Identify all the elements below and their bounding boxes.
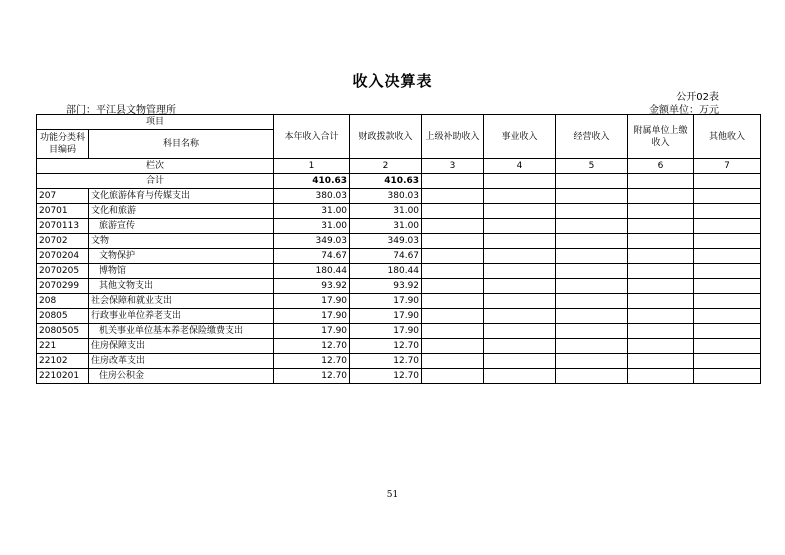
empty-cell [556,324,628,339]
row-fiscal: 31.00 [350,219,422,234]
empty-cell [422,339,484,354]
empty-cell [694,294,761,309]
empty-cell [484,339,556,354]
empty-cell [628,264,694,279]
empty-cell [422,264,484,279]
empty-cell [694,249,761,264]
table-row [37,294,761,309]
col-superior-header: 上级补助收入 [422,115,484,159]
empty-cell [484,324,556,339]
index-num: 4 [484,159,556,174]
total-row [37,174,761,189]
col-business-header: 事业收入 [484,115,556,159]
index-label: 栏次 [37,159,274,174]
row-fiscal: 180.44 [350,264,422,279]
func-code-header: 功能分类科目编码 [37,130,89,159]
empty-cell [556,204,628,219]
row-subject-name: 博物馆 [89,264,274,279]
empty-cell [484,369,556,384]
empty-cell [422,324,484,339]
empty-cell [694,369,761,384]
empty-cell [556,339,628,354]
col-fiscal-header: 财政拨款收入 [350,115,422,159]
row-subject-name: 住房保障支出 [89,339,274,354]
table-row [37,309,761,324]
table-row [37,264,761,279]
row-fiscal: 380.03 [350,189,422,204]
empty-cell [694,264,761,279]
row-fiscal: 17.90 [350,324,422,339]
item-header: 项目 [37,115,274,130]
empty-cell [628,294,694,309]
empty-cell [484,234,556,249]
empty-cell [694,309,761,324]
row-subject-name: 文物保护 [89,249,274,264]
col-other-header: 其他收入 [694,115,761,159]
table-row [37,279,761,294]
table-row [37,354,761,369]
col-total-header: 本年收入合计 [274,115,350,159]
row-code: 22102 [37,354,89,369]
empty-cell [694,339,761,354]
empty-cell [628,339,694,354]
department-label: 部门：平江县文物管理所 [66,105,176,116]
income-table [36,114,761,384]
empty-cell [422,249,484,264]
empty-cell [484,189,556,204]
row-code: 207 [37,189,89,204]
empty-cell [422,189,484,204]
empty-cell [422,279,484,294]
form-code: 公开02表 [676,92,719,103]
index-num: 7 [694,159,761,174]
empty-cell [556,369,628,384]
index-num: 5 [556,159,628,174]
row-fiscal: 12.70 [350,354,422,369]
row-code: 208 [37,294,89,309]
empty-cell [628,249,694,264]
empty-cell [694,354,761,369]
table-row [37,369,761,384]
empty-cell [484,354,556,369]
empty-cell [628,324,694,339]
row-fiscal: 93.92 [350,279,422,294]
row-fiscal: 349.03 [350,234,422,249]
row-code: 2070204 [37,249,89,264]
index-row [37,159,761,174]
row-subject-name: 文物 [89,234,274,249]
row-total: 12.70 [274,354,350,369]
row-total: 12.70 [274,339,350,354]
index-num: 2 [350,159,422,174]
row-subject-name: 文化和旅游 [89,204,274,219]
row-code: 2070299 [37,279,89,294]
total-fiscal-value: 410.63 [350,174,422,189]
row-total: 93.92 [274,279,350,294]
row-subject-name: 旅游宣传 [89,219,274,234]
empty-cell [556,294,628,309]
row-subject-name: 住房公积金 [89,369,274,384]
row-total: 17.90 [274,294,350,309]
row-code: 2070205 [37,264,89,279]
table-row [37,219,761,234]
row-total: 349.03 [274,234,350,249]
empty-cell [628,189,694,204]
empty-cell [628,204,694,219]
empty-cell [484,309,556,324]
row-subject-name: 文化旅游体育与传媒支出 [89,189,274,204]
row-fiscal: 74.67 [350,249,422,264]
empty-cell [556,279,628,294]
empty-cell [556,249,628,264]
empty-cell [556,264,628,279]
table-row [37,249,761,264]
empty-cell [694,219,761,234]
table-row [37,339,761,354]
row-fiscal: 17.90 [350,309,422,324]
empty-cell [556,309,628,324]
empty-cell [628,354,694,369]
empty-cell [422,354,484,369]
empty-cell [422,369,484,384]
empty-cell [484,279,556,294]
subject-name-header: 科目名称 [89,130,274,159]
empty-cell [628,309,694,324]
col-affiliated-header: 附属单位上缴收入 [628,115,694,159]
amount-unit-label: 金额单位：万元 [649,105,719,116]
row-code: 2070113 [37,219,89,234]
empty-cell [484,204,556,219]
total-value: 410.63 [274,174,350,189]
empty-cell [422,204,484,219]
table-row [37,204,761,219]
empty-cell [422,234,484,249]
empty-cell [694,234,761,249]
table-row [37,189,761,204]
row-subject-name: 其他文物支出 [89,279,274,294]
empty-cell [694,279,761,294]
empty-cell [694,324,761,339]
index-num: 1 [274,159,350,174]
row-code: 2080505 [37,324,89,339]
empty-cell [422,294,484,309]
row-code: 20805 [37,309,89,324]
col-operating-header: 经营收入 [556,115,628,159]
row-subject-name: 行政事业单位养老支出 [89,309,274,324]
row-code: 20702 [37,234,89,249]
empty-cell [484,219,556,234]
empty-cell [694,189,761,204]
table-row [37,234,761,249]
row-fiscal: 31.00 [350,204,422,219]
row-code: 20701 [37,204,89,219]
row-total: 74.67 [274,249,350,264]
row-total: 380.03 [274,189,350,204]
empty-cell [422,309,484,324]
empty-cell [694,204,761,219]
empty-cell [484,264,556,279]
page-title: 收入决算表 [352,72,433,90]
empty-cell [628,219,694,234]
row-subject-name: 住房改革支出 [89,354,274,369]
row-code: 2210201 [37,369,89,384]
row-total: 31.00 [274,204,350,219]
row-fiscal: 17.90 [350,294,422,309]
row-total: 31.00 [274,219,350,234]
empty-cell [422,219,484,234]
empty-cell [556,354,628,369]
row-subject-name: 社会保障和就业支出 [89,294,274,309]
total-label: 合计 [37,174,274,189]
row-total: 12.70 [274,369,350,384]
empty-cell [556,234,628,249]
index-num: 3 [422,159,484,174]
empty-cell [484,249,556,264]
row-subject-name: 机关事业单位基本养老保险缴费支出 [89,324,274,339]
row-fiscal: 12.70 [350,369,422,384]
row-total: 17.90 [274,309,350,324]
empty-cell [628,234,694,249]
index-num: 6 [628,159,694,174]
row-total: 17.90 [274,324,350,339]
row-code: 221 [37,339,89,354]
row-fiscal: 12.70 [350,339,422,354]
empty-cell [628,369,694,384]
empty-cell [484,294,556,309]
table-row [37,324,761,339]
empty-cell [556,189,628,204]
page-number: 51 [386,490,399,500]
row-total: 180.44 [274,264,350,279]
empty-cell [628,279,694,294]
empty-cell [556,219,628,234]
